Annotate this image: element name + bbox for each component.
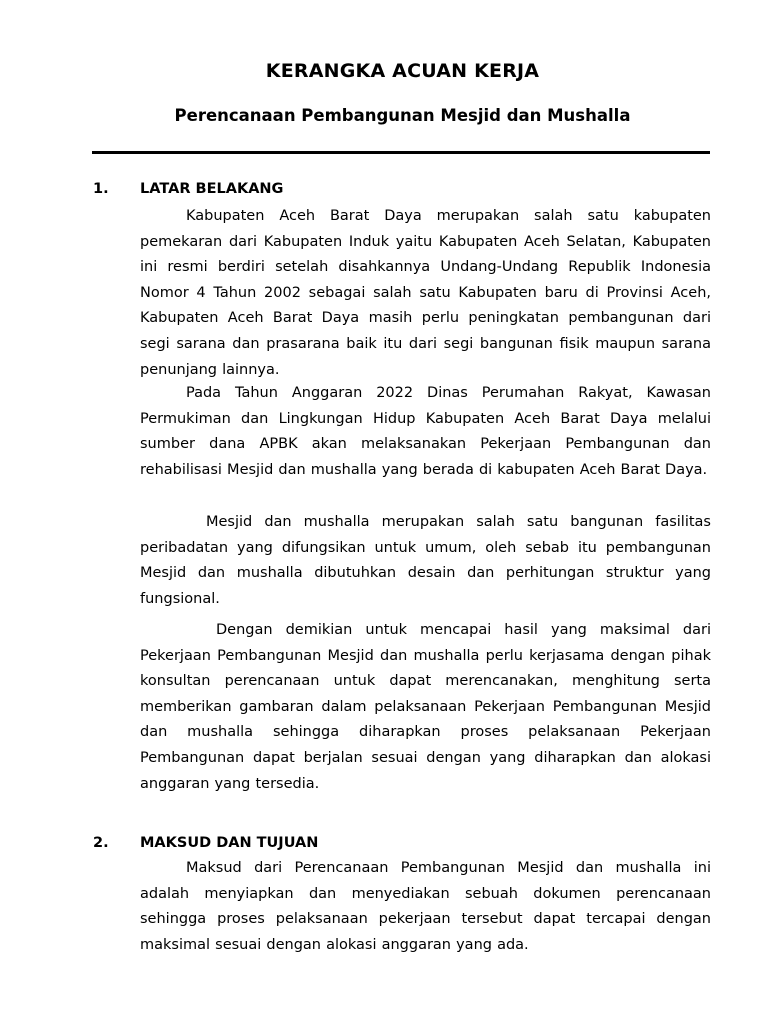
section-heading-maksud-dan-tujuan — [93, 833, 713, 853]
paragraph: Maksud dari Perencanaan Pembangunan Mesjid dan mushalla ini adalah menyiapkan dan menyediakan sebuah dokumen perencanaan sehingga proses pelaksanaan pekerjaan tersebut dapat tercapai dengan maksimal sesuai dengan alokasi anggaran yang ada. — [140, 860, 711, 953]
section-title: MAKSUD DAN TUJUAN — [140, 835, 319, 851]
paragraph: Pada Tahun Anggaran 2022 Dinas Perumahan Rakyat, Kawasan Permukiman dan Lingkungan Hidup Kabupaten Aceh Barat Daya melalui sumber dana APBK akan melaksanakan Pekerjaan Pembangunan dan rehabilisasi Mesjid dan mushalla yang berada di kabupaten Aceh Barat Daya. — [140, 385, 711, 478]
document-subtitle: Perencanaan Pembangunan Mesjid dan Mushalla — [174, 106, 631, 125]
section-title: LATAR BELAKANG — [140, 181, 284, 197]
title-divider — [92, 151, 710, 154]
section-number: 1. — [93, 181, 109, 197]
paragraph: Kabupaten Aceh Barat Daya merupakan salah satu kabupaten pemekaran dari Kabupaten Induk yaitu Kabupaten Aceh Selatan, Kabupaten ini resmi berdiri setelah disahkannya Undang-Undang Republik Indonesia Nomor 4 Tahun 2002 sebagai salah satu Kabupaten baru di Provinsi Aceh, Kabupaten Aceh Barat Daya masih perlu peningkatan pembangunan dari segi sarana dan prasarana baik itu dari segi bangunan fisik maupun sarana penunjang lainnya. — [140, 208, 711, 378]
paragraph: Mesjid dan mushalla merupakan salah satu bangunan fasilitas peribadatan yang difungsikan untuk umum, oleh sebab itu pembangunan Mesjid dan mushalla dibutuhkan desain dan perhitungan struktur yang fungsional. — [140, 514, 711, 607]
section-heading-latar-belakang — [93, 179, 713, 199]
document-title: KERANGKA ACUAN KERJA — [265, 60, 540, 82]
section-number: 2. — [93, 835, 109, 851]
paragraph: Dengan demikian untuk mencapai hasil yang maksimal dari Pekerjaan Pembangunan Mesjid dan mushalla perlu kerjasama dengan pihak konsultan perencanaan untuk dapat merencanakan, menghitung serta memberikan gambaran dalam pelaksanaan Pekerjaan Pembangunan Mesjid dan mushalla sehingga diharapkan proses pelaksanaan Pekerjaan Pembangunan dapat berjalan sesuai dengan yang diharapkan dan alokasi anggaran yang tersedia. — [140, 622, 711, 792]
